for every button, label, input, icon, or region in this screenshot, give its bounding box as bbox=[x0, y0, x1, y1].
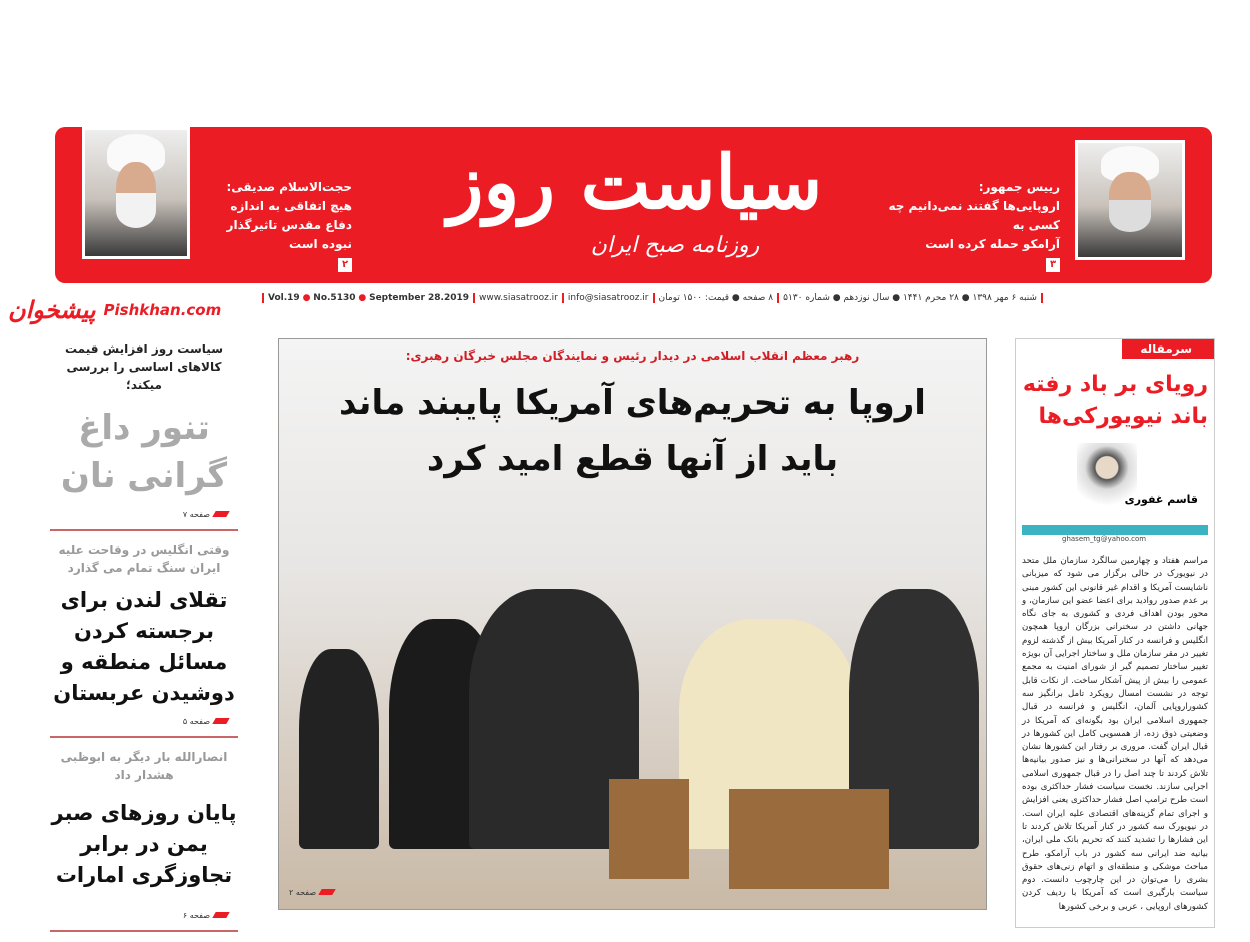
author-email-bar bbox=[1022, 525, 1208, 535]
volume-number: Vol.19 ● No.5130 ● September 28.2019 bbox=[262, 293, 473, 303]
page-ref: صفحه ۷ bbox=[50, 510, 238, 519]
website-link[interactable]: www.siasatrooz.ir bbox=[473, 293, 562, 303]
portrait-left bbox=[82, 127, 190, 259]
author-email[interactable]: ghasem_tg@yahoo.com bbox=[1062, 535, 1147, 543]
page-number: ۳ bbox=[1046, 258, 1060, 272]
story-yemen[interactable] bbox=[50, 748, 238, 920]
left-quote[interactable] bbox=[200, 178, 352, 273]
page-ref: صفحه ۵ bbox=[50, 717, 238, 726]
story-headline: تنور داغ گرانی نان bbox=[60, 408, 228, 496]
main-headline: اروپا به تحریم‌های آمریکا پایبند ماند باید از آنها قطع امید کرد bbox=[339, 383, 926, 479]
logo-title: سیاست روز bbox=[447, 140, 823, 226]
story-supertitle: رهبر معظم انقلاب اسلامی در دیدار رئیس و نمایندگان مجلس خبرگان رهبری: bbox=[405, 349, 860, 363]
issue-info-bar bbox=[262, 289, 1037, 307]
author-block bbox=[1022, 443, 1208, 523]
quote-line: آرامکو حمله کرده است bbox=[925, 237, 1060, 251]
quote-speaker: رییس جمهور: bbox=[978, 180, 1060, 194]
divider bbox=[50, 529, 238, 531]
story-kicker: سیاست روز افزایش قیمت کالاهای اساسی را بررسی میکند؛ bbox=[64, 342, 224, 392]
editorial-body: مراسم هفتاد و چهارمین سالگرد سازمان ملل متحد در نیویورک در حالی برگزار می شود که میزبانی ناشایست آمریکا و اقدام غیر قانونی این کشور مبنی بر عدم صدور روادید برای اعضا عضو این سازمان، و محور بودن اهداف فردی و کشوری به جای نگاه جهانی داشتن در سخنرانی بزرگان اروپا همچون انگلیس و فرانسه در کنار آمریکا بیش از گذشته لزوم تغییر در مقر سازمان ملل و ساختار اجرایی آن بویژه تغییر ساختار تصمیم گیر از شورای امنیت به مجمع عمومی را بیش از پیش آشکار ساخت. از نکات قابل توجه در نشست امسال رویکرد تامل برانگیز سه کشوراروپایی آلمان، انگلیس و فرانسه در قبال جمهوری اسلامی ایران بود بگونه‌ای که آمریکا در وضعیتی ذوق زده، از همسویی کامل این کشورها در قبال ایران گفت. مروری بر رفتار این کشورها نشان می‌دهد که آنها در سخنرانی‌ها و نیز صدور بیانیه‌ها تلاش کردند تا چند اصل را در قبال جمهوری اسلامی اجرایی سازند. نخست سیاست فشار حداکثری بوده است طرح ترامپ اصل فشار حداکثری یعنی افزایش و اجرای تمام گزینه‌های اقتصادی علیه ایران است. در نیویورک سه کشور در کنار آمریکا تلاش کردند تا این فشارها را تشدید کنند که تحریم بانک ملی ایران، بیانیه ضد ایرانی سه کشور در باب آرامکو، طرح مباحث موشکی و منطقه‌ای و اتهام زنی‌های حقوق بشری را می‌توان در این چارچوب دانست. دوم سیاست بارگیری است که آمریکا با ردیف کردن کشورهای اروپایی ، عربی و برخی کشورها bbox=[1022, 556, 1208, 912]
date-fa: شنبه ۶ مهر ۱۳۹۸ ● ۲۸ محرم ۱۴۴۱ ● سال نوزدهم ● شماره ۵۱۳۰ bbox=[777, 293, 1043, 303]
editorial-title: رویای بر باد رفته باند نیویورکی‌ها bbox=[1022, 372, 1208, 429]
portrait-right bbox=[1075, 140, 1185, 260]
quote-line: هیچ اتفاقی به اندازه bbox=[230, 199, 352, 213]
newspaper-logo bbox=[440, 135, 830, 261]
story-headline: تقلای لندن برای برجسته کردن مسائل منطقه و دوشیدن عربستان bbox=[53, 588, 235, 705]
page-number: ۲ bbox=[338, 258, 352, 272]
quote-speaker: حجت‌الاسلام صدیقی: bbox=[226, 180, 352, 194]
editorial-tag: سرمقاله bbox=[1122, 339, 1214, 359]
story-kicker: وقتی انگلیس در وقاحت علیه ایران سنگ تمام می گذارد bbox=[58, 543, 230, 575]
main-photo bbox=[279, 529, 986, 909]
price-info: ۸ صفحه ● قیمت: ۱۵۰۰ تومان bbox=[653, 293, 778, 303]
divider bbox=[50, 930, 238, 932]
story-london[interactable] bbox=[50, 541, 238, 726]
right-quote[interactable] bbox=[880, 178, 1060, 273]
page-ref: صفحه ۲ bbox=[289, 888, 344, 897]
main-story[interactable] bbox=[278, 338, 987, 910]
watermark-en: Pishkhan.com bbox=[103, 301, 222, 319]
story-headline: پایان روزهای صبر یمن در برابر تجاوزگری امارات bbox=[51, 801, 237, 887]
page-ref: صفحه ۶ bbox=[50, 911, 238, 920]
quote-line: دفاع مقدس تاثیرگذار نبوده است bbox=[226, 218, 352, 251]
pishkhan-watermark bbox=[8, 290, 253, 330]
logo-subtitle: روزنامه صبح ایران bbox=[590, 233, 760, 258]
email-link[interactable]: info@siasatrooz.ir bbox=[562, 293, 653, 303]
editorial-column[interactable] bbox=[1015, 338, 1215, 928]
quote-line: اروپایی‌ها گفتند نمی‌دانیم چه کسی به bbox=[888, 199, 1060, 232]
watermark-fa: پیشخوان bbox=[8, 296, 96, 324]
author-name: قاسم غفوری bbox=[1124, 493, 1198, 506]
story-kicker: انصارالله بار دیگر به ابوظبی هشدار داد bbox=[60, 750, 228, 782]
divider bbox=[50, 736, 238, 738]
story-bread-price[interactable] bbox=[50, 340, 238, 519]
left-column bbox=[50, 340, 238, 942]
